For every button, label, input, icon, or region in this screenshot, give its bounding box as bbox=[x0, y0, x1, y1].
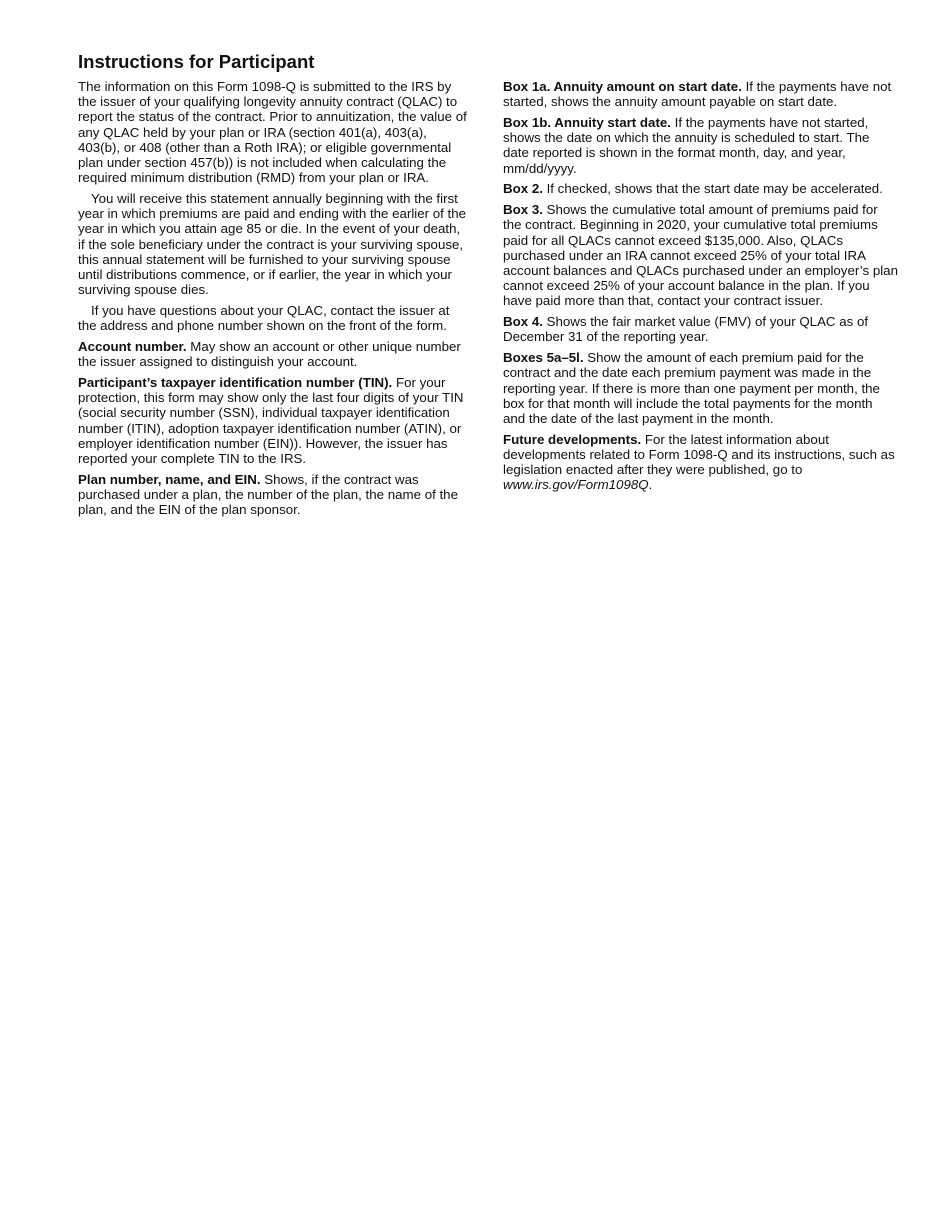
tin-heading: Participant’s taxpayer identification number (TIN). bbox=[78, 375, 393, 391]
account-number-section bbox=[78, 339, 470, 369]
future-developments-end: . bbox=[648, 477, 653, 493]
future-developments-text: For the latest information about developments related to Form 1098-Q and its instructions, such as legislation enacted after they were published, go to bbox=[503, 431, 895, 478]
box-1a-heading: Box 1a. Annuity amount on start date. bbox=[503, 79, 742, 94]
boxes-5-heading: Boxes 5a–5l. bbox=[503, 350, 584, 366]
box-1b-text: If the payments have not started, shows the date on which the annuity is scheduled to start. The date reported is shown in the format month, day, and year, mm/dd/yyyy. bbox=[503, 115, 870, 176]
plan-heading: Plan number, name, and EIN. bbox=[78, 471, 261, 487]
box-3-heading: Box 3. bbox=[503, 202, 543, 218]
page-title: Instructions for Participant bbox=[78, 51, 315, 72]
box-1b-section bbox=[503, 115, 898, 176]
box-1b-heading: Box 1b. Annuity start date. bbox=[503, 115, 671, 130]
tin-section bbox=[78, 375, 470, 466]
box-4-text: Shows the fair market value (FMV) of your QLAC as of December 31 of the reporting year. bbox=[503, 314, 869, 345]
box-4-heading: Box 4. bbox=[503, 314, 543, 330]
box-1a-text: If the payments have not started, shows the annuity amount payable on start date. bbox=[503, 79, 892, 110]
future-developments-heading: Future developments. bbox=[503, 431, 642, 447]
tin-text: For your protection, this form may show only the last four digits of your TIN (social security number (SSN), individual taxpayer identification number (ITIN), adoption taxpayer identification number (ATIN), or employer identification number (EIN)). However, the issuer has reported your complete TIN to the IRS. bbox=[78, 375, 464, 467]
box-3-section bbox=[503, 202, 898, 308]
boxes-5-section bbox=[503, 350, 898, 426]
questions-paragraph: If you have questions about your QLAC, contact the issuer at the address and phone number shown on the front of the form. bbox=[78, 303, 450, 334]
boxes-5-text: Show the amount of each premium paid for the contract and the date each premium payment was made in the reporting year. If there is more than one payment per month, the box for that month will include the total payments for the month and the date of the last payment in the month. bbox=[503, 350, 880, 427]
intro-paragraph: The information on this Form 1098-Q is submitted to the IRS by the issuer of your qualifying longevity annuity contract (QLAC) to report the status of the contract. Prior to annuitization, the value of any QLAC held by your plan or IRA (section 401(a), 403(a), 403(b), or 408 (other than a Roth IRA); or eligible governmental plan under section 457(b)) is not included when calculating the required minimum distribution (RMD) from your plan or IRA. bbox=[78, 79, 467, 186]
future-developments-section bbox=[503, 432, 898, 493]
box-2-section bbox=[503, 181, 898, 196]
box-3-text: Shows the cumulative total amount of premiums paid for the contract. Beginning in 2020, your cumulative total premiums paid for all QLACs cannot exceed $135,000. Also, QLACs purchased under an IRA cannot exceed 25% of your total IRA account balances and QLACs purchased under an employer’s plan cannot exceed 25% of your account balance in the plan. If you have paid more than that, contact your contract issuer. bbox=[503, 202, 898, 309]
plan-section bbox=[78, 472, 470, 518]
annual-statement-paragraph: You will receive this statement annually beginning with the first year in which premiums are paid and ending with the earlier of the year in which you attain age 85 or die. In the event of your death, if the sole beneficiary under the contract is your surviving spouse, this annual statement will be furnished to your surviving spouse until distributions commence, or if earlier, the year in which your surviving spouse dies. bbox=[78, 191, 467, 298]
box-4-section bbox=[503, 314, 898, 344]
irs-form-link[interactable]: www.irs.gov/Form1098Q bbox=[503, 477, 649, 493]
account-number-text: May show an account or other unique number the issuer assigned to distinguish your account. bbox=[78, 339, 461, 370]
box-2-text: If checked, shows that the start date may be accelerated. bbox=[542, 181, 883, 197]
box-2-heading: Box 2. bbox=[503, 181, 543, 197]
left-column bbox=[78, 79, 470, 523]
right-column bbox=[503, 79, 898, 498]
box-1a-section bbox=[503, 79, 898, 109]
plan-text: Shows, if the contract was purchased under a plan, the number of the plan, the name of the plan, and the EIN of the plan sponsor. bbox=[78, 471, 458, 518]
account-number-heading: Account number. bbox=[78, 339, 187, 355]
